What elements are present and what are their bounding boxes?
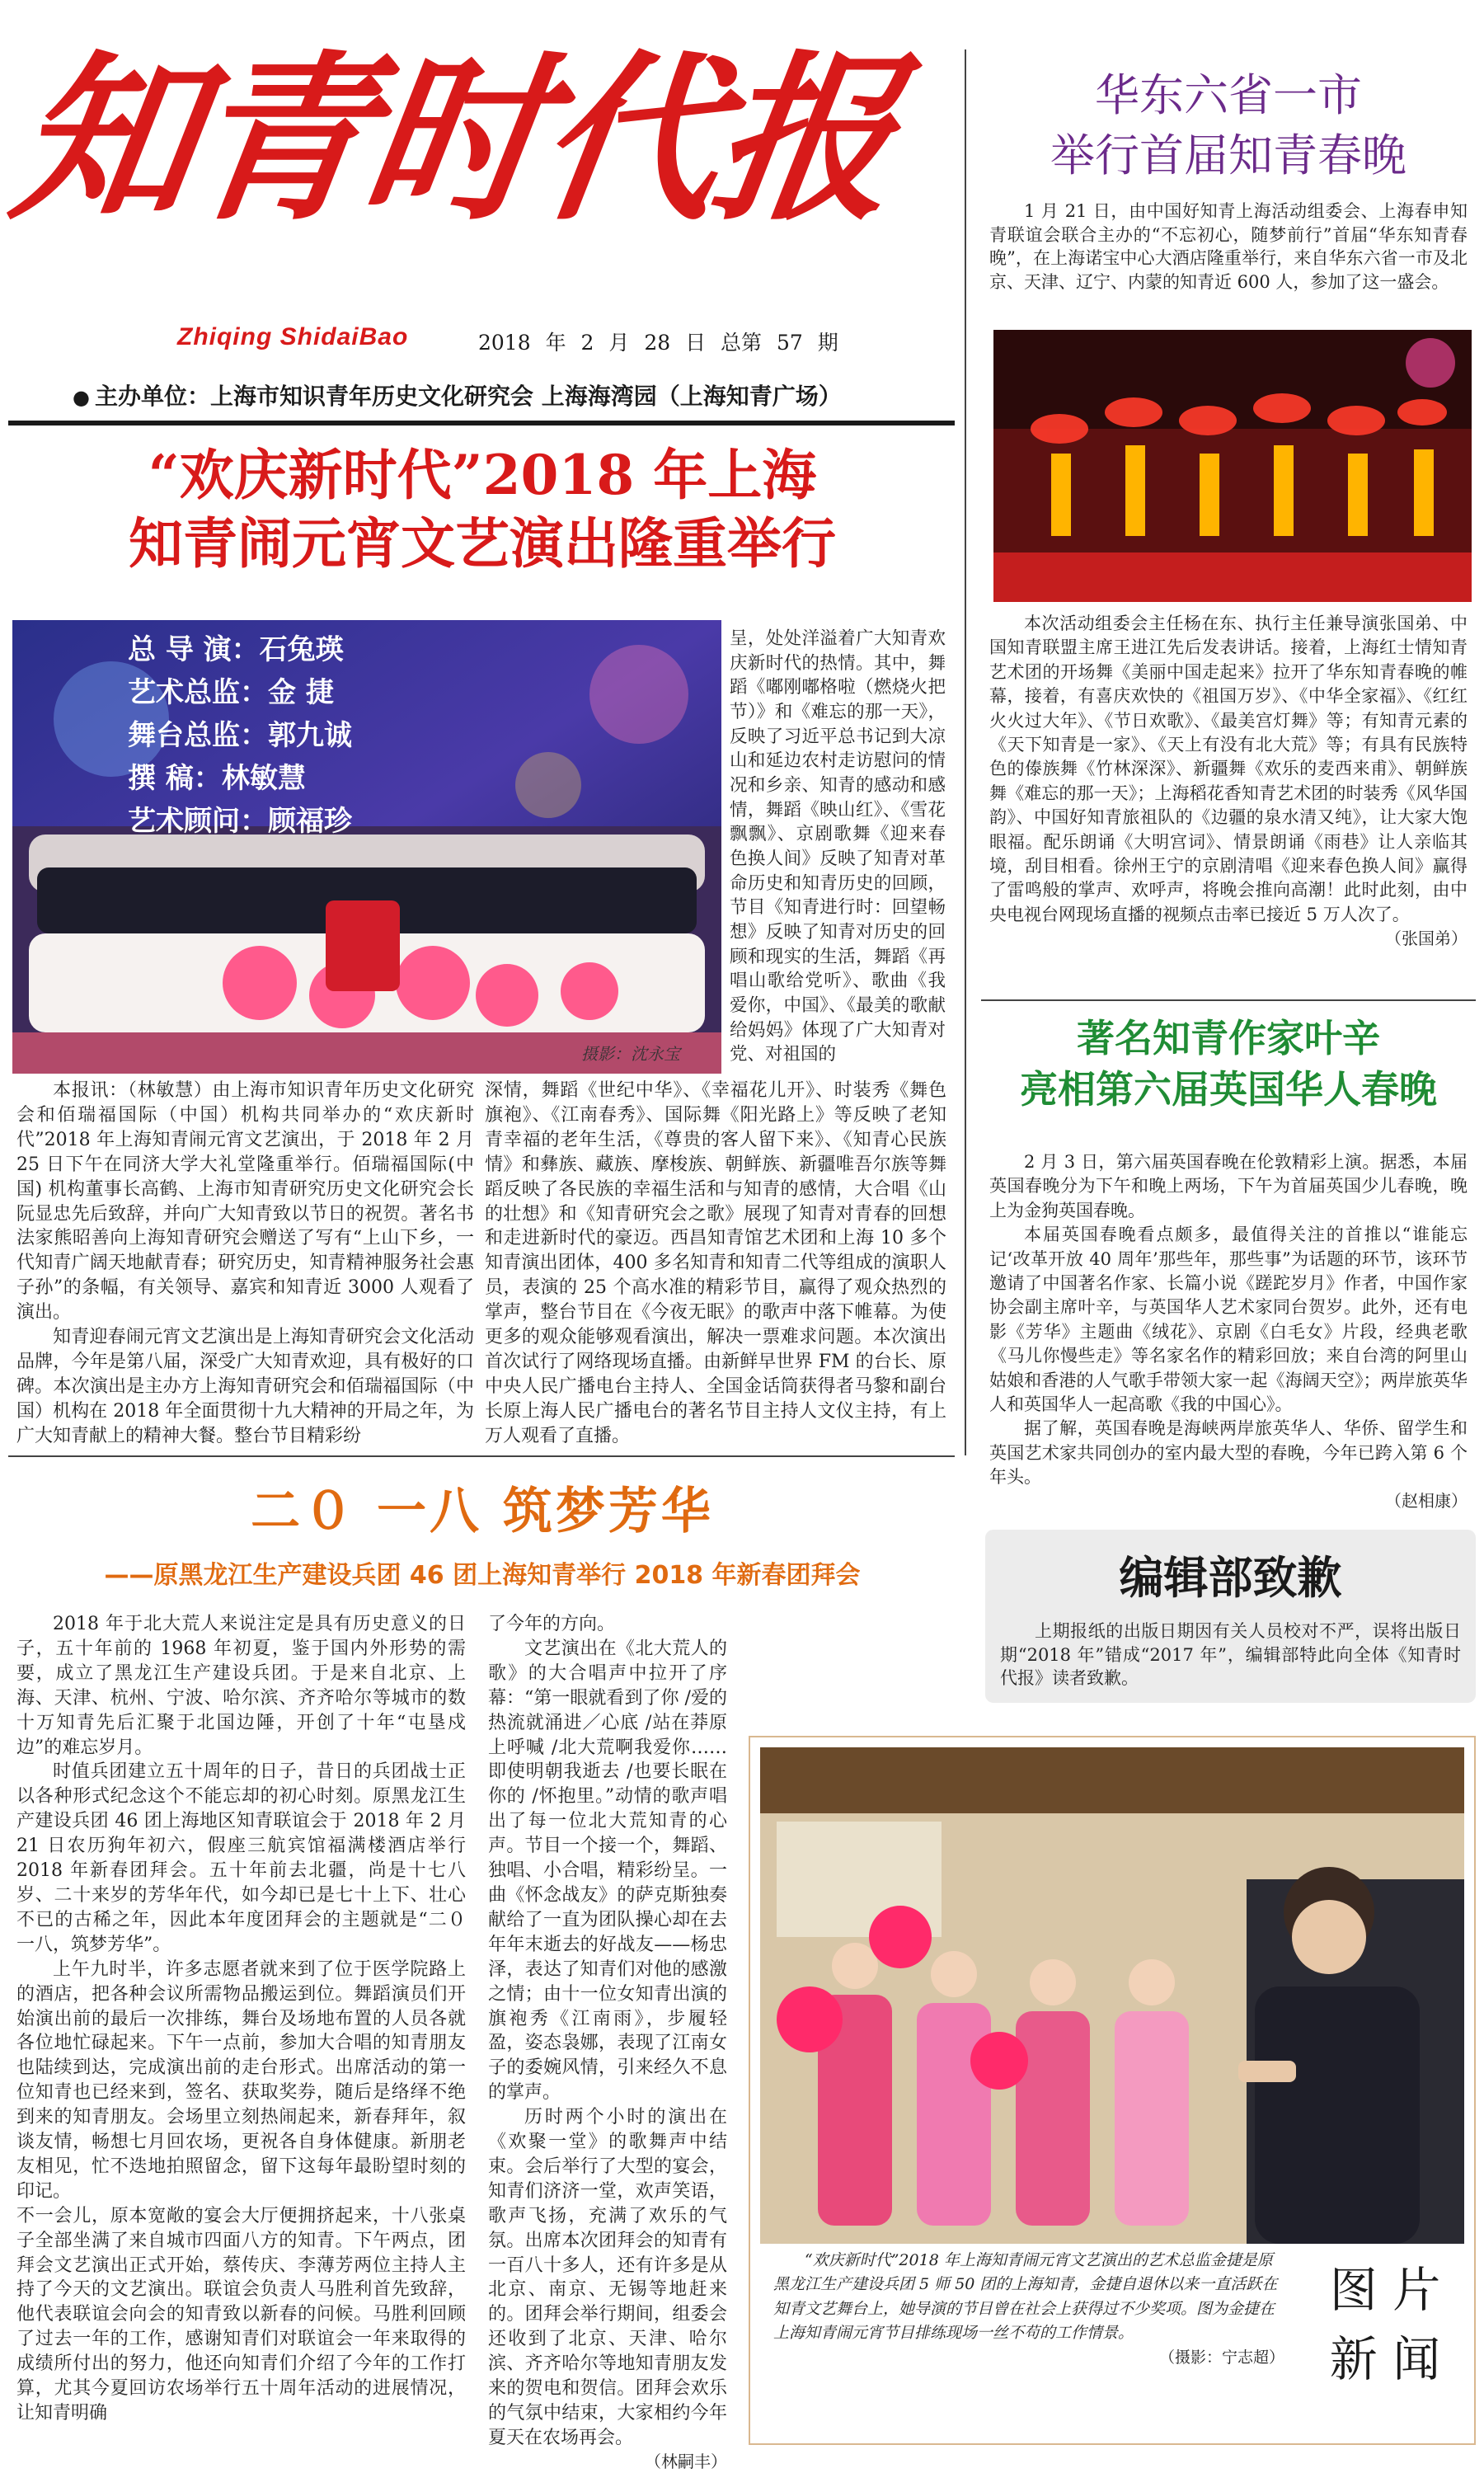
issue-date: 2018 年 2 月 28 日 总第 57 期 [478, 331, 838, 355]
right-divider-1 [981, 999, 1476, 1001]
apology-box [985, 1530, 1476, 1703]
lead-col1 [16, 1079, 474, 1449]
right-mid-byline: （赵相康） [1385, 1491, 1468, 1512]
divider [8, 1455, 955, 1457]
second-col2 [488, 1612, 727, 2473]
lead-headline [16, 441, 948, 577]
lead-side-paragraph: 呈，处处洋溢着广大知青欢庆新时代的热情。其中，舞蹈《嘟刚嘟格啦（燃烧火把节）》和《难忘的那一天》，反映了习近平总书记到大凉山和延边农村走访慰问的情况和乡亲、知青的感动和感情，舞蹈《映山红》、《雪花飘飘》、京剧歌舞《迎来春色换人间》反映了知青对革命历史和知青历史的回顾，节目《知青进行时：回望畅想》反映了知青对历史的回顾和现实的生活，舞蹈《再唱山歌给党听》、歌曲《我爱你，中国》、《最美的歌献给妈妈》体现了广大知青对党、对祖国的 [730, 628, 946, 1065]
photo-credits [128, 628, 352, 843]
right-top-body [989, 612, 1468, 950]
photo-news-byline: （摄影：宁志超） [1158, 2348, 1284, 2367]
lead-headline-line1: “欢庆新时代”2018 年上海 [148, 443, 817, 507]
masthead-pinyin: Zhiqing ShidaiBao [177, 323, 409, 350]
lead-photo [12, 620, 721, 1074]
right-mid-headline-line2: 亮相第六届英国华人春晚 [1020, 1067, 1437, 1112]
right-top-intro [989, 200, 1468, 294]
bullet-icon: ● [73, 386, 90, 409]
second-col1 [16, 1612, 466, 2426]
right-mid-headline-line1: 著名知青作家叶辛 [1077, 1016, 1380, 1060]
photo-news-label-line1: 图 片 [1329, 2262, 1441, 2318]
apology-text-wrap [1000, 1620, 1461, 1690]
stage-dance-photo [993, 330, 1472, 602]
rehearsal-photo [760, 1747, 1464, 2244]
second-col2-p2: 文艺演出在《北大荒人的歌》的大合唱声中拉开了序幕：“第一眼就看到了你 /爱的热流就涌进／心底 /站在莽原上呼喊 /北大荒啊我爱你……即使明朝我逝去 /也要长眠在你的 /怀抱里。”动情的歌声唱出了每一位北大荒知青的心声。节目一个接一个，舞蹈、独唱、小合唱，精彩纷呈。一曲《怀念战友》的萨克斯独奏献给了一直为团队操心却在去年年末逝去的好战友——杨忠泽，表达了知青们对他的感激之情；由十一位女知青出演的旗袍秀《江南雨》，步履轻盈，姿态袅娜，表现了江南女子的委婉风情，引来经久不息的掌声。 [488, 1638, 727, 2104]
right-top-photo [993, 330, 1472, 602]
right-mid-p3: 据了解，英国春晚是海峡两岸旅英华人、华侨、留学生和英国艺术家共同创办的室内最大型的春晚，今年已跨入第 6 个年头。 [989, 1418, 1468, 1488]
right-mid-p2: 本届英国春晚看点颇多，最值得关注的首推以“谁能忘记‘改革开放 40 周年’那些年，那些事”为话题的环节，该环节邀请了中国著名作家、长篇小说《蹉跎岁月》作者，中国作家协会副主席叶辛，与英国华人艺术家同台贺岁。此外，还有电影《芳华》主题曲《绒花》、京剧《白毛女》片段，经典老歌《马儿你慢些走》等名家名作的精彩回放；来自台湾的阿里山姑娘和香港的人气歌手带领大家一起《海阔天空》；两岸旅英华人和英国华人一起高歌《我的中国心》。 [989, 1225, 1468, 1414]
sponsor-line [73, 378, 842, 411]
lead-col2-p1: 深情，舞蹈《世纪中华》、《幸福花儿开》、时装秀《舞色旗袍》、《江南春秀》、国际舞《阳光路上》等反映了老知青幸福的老年生活，《尊贵的客人留下来》、《知青心民族情》和彝族、藏族、摩梭族、朝鲜族、新疆唯吾尔族等舞蹈反映了各民族的幸福生活和与知青的感情，大合唱《山的壮想》和《知青研究会之歌》展现了知青对青春的回想和走进新时代的豪迈。西昌知青馆艺术团和上海 10 多个知青演出团体，400 多名知青和知青二代等组成的演职人员，表演的 25 个高水准的精彩节目，赢得了观众热烈的掌声，整台节目在《今夜无眠》的歌声中落下帷幕。为使更多的观众能够观看演出，解决一票难求问题。本次演出首次试行了网络现场直播。由新鲜早世界 FM 的台长、原中央人民广播电台主持人、全国金话筒获得者马黎和副台长原上海人民广播电台的著名节目主持人文仪主持，有上万人观看了直播。 [485, 1080, 946, 1446]
photo-news-frame [749, 1736, 1476, 2445]
lead-side-text [730, 627, 946, 1067]
right-top-headline-line1: 华东六省一市 [1095, 69, 1362, 121]
right-top-body-text: 本次活动组委会主任杨在东、执行主任兼导演张国弟、中国知青联盟主席王进江先后发表讲话。接着，上海红士情知青艺术团的开场舞《美丽中国走起来》拉开了华东知青春晚的帷幕，接着，有喜庆欢快的《祖国万岁》、《中华全家福》、《红红火火过大年》、《节日欢歌》、《最美宫灯舞》等；有知青元素的《天下知青是一家》、《天上有没有北大荒》等；有具有民族特色的傣族舞《竹林深深》、新疆舞《欢乐的麦西来甫》、朝鲜族舞《难忘的那一天》；上海稻花香知青艺术团的时装秀《风华国韵》、中国好知青旅祖队的《边疆的泉水清又纯》，让大家大饱眼福。配乐朗诵《大明宫词》、情景朗诵《雨巷》让人亲临其境，刮目相看。徐州王宁的京剧清唱《迎来春色换人间》赢得了雷鸣般的掌声、欢呼声，将晚会推向高潮！此时此刻，由中央电视台网现场直播的视频点击率已接近 5 万人次了。 [989, 614, 1468, 924]
lead-photo-byline: 摄影：沈永宝 [581, 1044, 680, 1064]
photo-news-image [760, 1747, 1464, 2244]
second-subhead: ——原黑龙江生产建设兵团 46 团上海知青举行 2018 年新春团拜会 [104, 1561, 861, 1590]
lead-col1-p2: 知青迎春闹元宵文艺演出是上海知青研究会文化活动品牌，今年是第八届，深受广大知青欢迎，具有极好的口碑。本次演出是主办方上海知青研究会和佰瑞福国际（中国）机构在 2018 年全面贯彻十九大精神的开局之年，为广大知青献上的精神大餐。整台节目精彩纷 [16, 1327, 474, 1446]
lead-col1-p1: 本报讯：（林敏慧）由上海市知识青年历史文化研究会和佰瑞福国际（中国）机构共同举办的“欢庆新时代”2018 年上海知青闹元宵文艺演出，于 2018 年 2 月 25 日下午在同济大学大礼堂隆重举行。佰瑞福国际(中国) 机构董事长高鹤、上海市知青研究历史文化研究会长阮显忠先后致辞，并向广大知青致以节日的祝贺。著名书法家熊昭善向上海知青研究会赠送了写有“上山下乡，一代知青广阔天地献青春；研究历史，知青精神服务社会惠子孙”的条幅，有关领导、嘉宾和知青近 3000 人观看了演出。 [16, 1080, 474, 1323]
masthead [2, 34, 907, 322]
lead-headline-line2: 知青闹元宵文艺演出隆重举行 [129, 510, 836, 576]
credit-stage-director: 舞台总监：郭九诚 [128, 719, 352, 753]
right-top-byline: （张国弟） [1385, 929, 1468, 949]
right-top-headline-line2: 举行首届知青春晚 [1050, 129, 1407, 181]
right-mid-body [989, 1150, 1468, 1512]
second-col2-p3: 历时两个小时的演出在《欢聚一堂》的歌舞声中结束。会后举行了大型的宴会，知青们济济一堂，欢声笑语，歌声飞扬，充满了欢乐的气氛。出席本次团拜会的知青有一百八十多人，还有许多是从北京、南京、无锡等地赶来的。团拜会举行期间，组委会还收到了北京、天津、哈尔滨、齐齐哈尔等地知青朋友发来的贺电和贺信。团拜会欢乐的气氛中结束，大家相约今年夏天在农场再会。 [488, 2107, 727, 2448]
apology-title: 编辑部致歉 [1119, 1552, 1342, 1604]
masthead-title: 知青时代报 [2, 34, 905, 245]
second-headline: 二０ 一八 筑梦芳华 [251, 1483, 714, 1540]
photo-news-caption-text: “欢庆新时代”2018 年上海知青闹元宵文艺演出的艺术总监金捷是原黑龙江生产建设兵团 5 师 50 团的上海知青，金捷自退休以来一直活跃在知青文艺舞台上，她导演的节目曾在社会上获得过不少奖项。图为金捷在上海知青闹元宵节目排练现场一丝不苟的工作情景。 [773, 2251, 1278, 2343]
stage-group-photo [12, 620, 721, 1074]
credit-director: 总 导 演：石兔瑛 [128, 633, 344, 666]
second-col1-p2: 时值兵团建立五十周年的日子，昔日的兵团战士正以各种形式纪念这个不能忘却的初心时刻。原黑龙江生产建设兵团 46 团上海地区知青联谊会于 2018 年 2 月 21 日农历狗年初六，假座三航宾馆福满楼酒店举行 2018 年新春团拜会。五十年前去北疆，尚是十七八岁、二十来岁的芳华年代，如今却已是七十上下、壮心不已的古稀之年，因此本年度团拜会的主题就是“二０ 一八，筑梦芳华”。 [16, 1761, 466, 1955]
second-col1-p1: 2018 年于北大荒人来说注定是具有历史意义的日子，五十年前的 1968 年初夏，鉴于国内外形势的需要，成立了黑龙江生产建设兵团。于是来自北京、上海、天津、杭州、宁波、哈尔滨、齐齐哈尔等城市的数十万知青先后汇聚于北国边陲，开创了十年“屯垦戍边”的难忘岁月。 [16, 1614, 466, 1758]
photo-news-label [1303, 2255, 1468, 2394]
apology-text: 上期报纸的出版日期因有关人员校对不严，误将出版日期“2018 年”错成“2017 年”，编辑部特此向全体《知青时代报》读者致歉。 [1000, 1621, 1461, 1689]
credit-art-director: 艺术总监：金 捷 [128, 676, 334, 710]
photo-news-label-line2: 新 闻 [1329, 2331, 1441, 2388]
sponsor-text: 主办单位：上海市知识青年历史文化研究会 上海海湾园（上海知青广场） [94, 383, 842, 410]
right-mid-headline [981, 1013, 1476, 1115]
second-col1-p3: 上午九时半，许多志愿者就来到了位于医学院路上的酒店，把各种会议所需物品搬运到位。舞蹈演员们开始演出前的最后一次排练，舞台及场地布置的人员各就各位地忙碌起来。下午一点前，参加大合唱的知青朋友也陆续到达，完成演出前的走台形式。出席活动的第一位知青也已经来到，签名、获取奖券，随后是络绎不绝到来的知青朋友。会场里立刻热闹起来，新春拜年，叙谈友情，畅想七月回农场，更祝各自身体健康。新朋老友相见，忙不迭地拍照留念，留下这每年最盼望时刻的印记。 [16, 1958, 466, 2202]
second-col2-p1: 了今年的方向。 [488, 1614, 616, 1634]
second-col1-p4: 不一会儿，原本宽敞的宴会大厅便拥挤起来，十八张桌子全部坐满了来自城市四面八方的知青。下午两点，团拜会文艺演出正式开始，蔡传庆、李薄芳两位主持人主持了今天的文艺演出。联谊会负责人马胜利首先致辞，他代表联谊会向会的知青致以新春的问候。马胜利回顾了过去一年的工作，感谢知青们对联谊会一年来取得的成绩所付出的努力，他还向知青们介绍了今年的工作打算，尤其今夏回访农场举行五十周年活动的进展情况，让知青明确 [16, 2205, 466, 2424]
credit-writer: 撰 稿：林敏慧 [128, 762, 306, 796]
photo-news-caption [773, 2249, 1284, 2370]
right-top-intro-text: 1 月 21 日，由中国好知青上海活动组委会、上海春申知青联谊会联合主办的“不忘初心，随梦前行”首届“华东知青春晚”，在上海诺宝中心大酒店隆重举行，来自华东六省一市及北京、天津、辽宁、内蒙的知青近 600 人，参加了这一盛会。 [989, 201, 1468, 292]
column-divider [965, 49, 966, 1455]
second-byline: （林嗣丰） [645, 2451, 727, 2471]
credit-adviser: 艺术顾问：顾福珍 [128, 805, 352, 839]
lead-col2 [485, 1079, 946, 1449]
right-top-headline [981, 66, 1476, 186]
masthead-rule [8, 421, 955, 425]
right-mid-p1: 2 月 3 日，第六届英国春晚在伦敦精彩上演。据悉，本届英国春晚分为下午和晚上两场，下午为首届英国少儿春晚，晚上为金狗英国春晚。 [989, 1152, 1468, 1220]
